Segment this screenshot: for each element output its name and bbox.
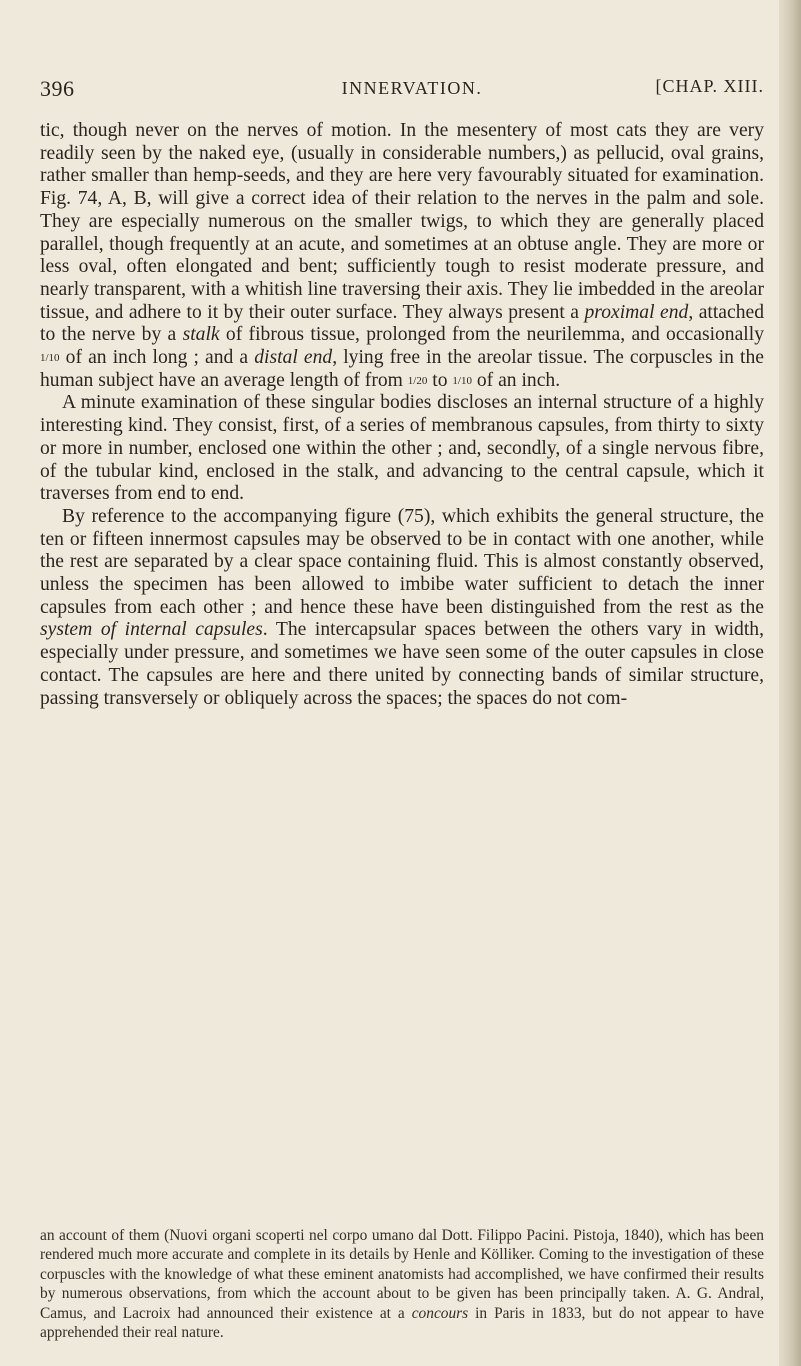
italic-term-concours: concours — [411, 1304, 469, 1322]
text-run: . The intercapsular spaces between the others vary in width, especially under pressure, and sometimes we have seen some of the outer capsules in close contact. The capsules are here and there united by connecting bands of similar structure, passing transversely or obliquely across the spaces; the spaces do not com- — [40, 619, 764, 709]
fraction: 1/10 — [40, 352, 60, 365]
paragraph-3 — [40, 506, 764, 710]
chapter-label: [CHAP. XIII. — [655, 76, 764, 96]
text-run: of an inch long ; and a — [59, 347, 255, 369]
text-run: tic, though never on the nerves of motion. In the mesentery of most cats they are very readily seen by the naked eye, (usually in considerable numbers,) as pellucid, oval grains, rather smaller than hemp-seeds, and they are here very favourably situated for examination. Fig. 74, A, B, will give a correct idea of their relation to the nerves in the palm and sole. They are especially numerous on the smaller twigs, to which they are generally placed parallel, though frequently at an acute, and sometimes at an obtuse angle. They are more or less oval, often elongated and bent; sufficiently tough to resist moderate pressure, and nearly transparent, with a whitish line traversing their axis. They lie imbedded in the areolar tissue, and adhere to it by their outer surface. They always present a — [40, 120, 764, 323]
text-run: By reference to the accompanying figure (75), which exhibits the general structure, the ten or fifteen innermost capsules may be observed to be in contact with one another, while the rest are separated by a clear space containing fluid. This is almost constantly observed, unless the specimen has been allowed to imbibe water sufficient to detach the inner capsules from each other ; and hence these have been distinguished from the rest as the — [40, 505, 764, 618]
page-header — [40, 76, 764, 106]
italic-term-distal-end: distal end — [254, 347, 333, 369]
page-number: 396 — [40, 76, 75, 101]
page-edge-shadow — [779, 0, 801, 1366]
text-run: of an inch. — [471, 369, 561, 391]
paragraph-1 — [40, 120, 764, 392]
text-run: of fibrous tissue, prolonged from the neurilemma, and occasionally — [219, 324, 764, 346]
running-head: INNERVATION. — [341, 78, 483, 98]
text-run: to — [427, 369, 453, 391]
paragraph-2: A minute examination of these singular bodies discloses an internal structure of a highly interesting kind. They consist, first, of a series of membranous capsules, from thirty to sixty or more in number, enclosed one within the other ; and, secondly, of a single nervous fibre, of the tubular kind, enclosed in the stalk, and advancing to the central capsule, which it traverses from end to end. — [40, 392, 764, 505]
italic-term-stalk: stalk — [182, 324, 220, 346]
fraction: 1/20 — [407, 374, 428, 387]
text-run: , lying free in the areolar tissue. The corpuscles in the human subject have an average length of from — [40, 347, 764, 391]
text-run: in Paris in 1833, but do not appear to have apprehended their real nature. — [40, 1304, 764, 1342]
footnote — [40, 1226, 764, 1342]
italic-term-proximal-end: proximal end — [584, 301, 689, 323]
italic-term-system-of-internal-capsules: system of internal capsules — [40, 619, 263, 641]
text-run: an account of them (Nuovi organi scoperti nel corpo umano dal Dott. Filippo Pacini. Pistoja, 1840), which has been rendered much more accurate and complete in its details by Henle and Kölliker. Coming to the investigation of these corpuscles with the knowledge of what these eminent anatomists had accomplished, we have confirmed their results by numerous observations, from which the account about to be given has been principally taken. A. G. Andral, Camus, and Lacroix had announced their existence at a — [40, 1227, 764, 1322]
text-run: , attached to the nerve by a — [40, 301, 764, 346]
fraction: 1/10 — [452, 374, 472, 387]
body-text — [40, 120, 764, 710]
